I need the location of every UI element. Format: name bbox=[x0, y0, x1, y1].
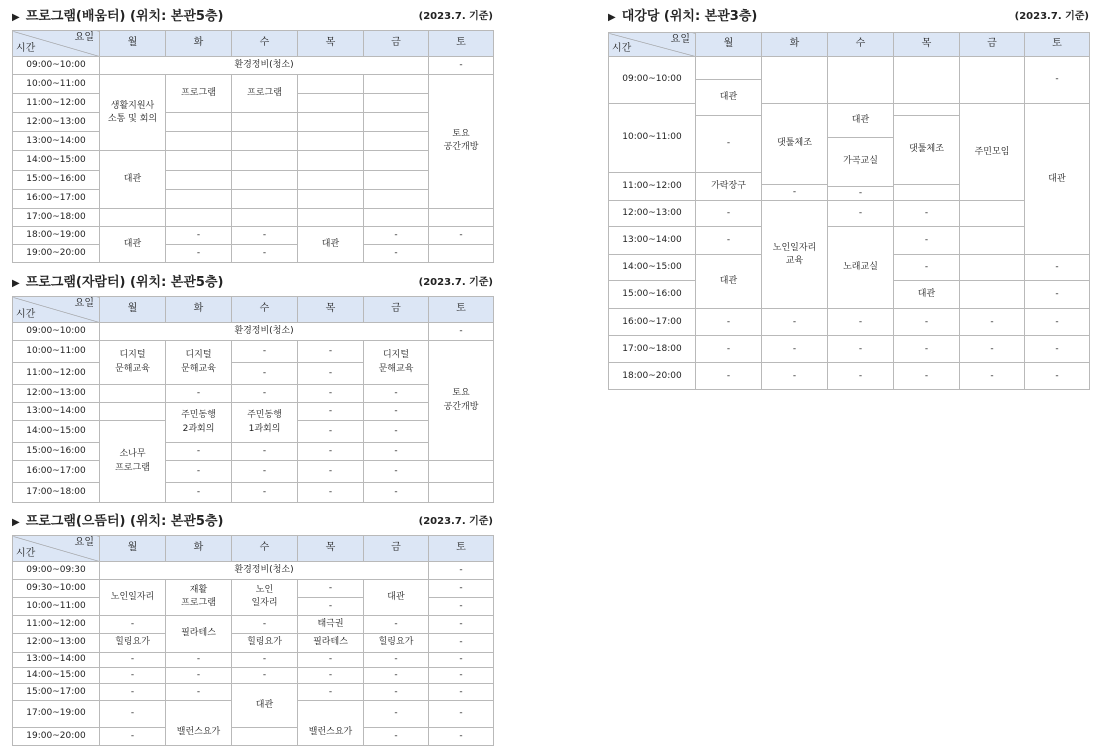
schedule-cell: - bbox=[696, 116, 762, 173]
day-header: 화 bbox=[166, 31, 232, 57]
header-corner: 요일 시간 bbox=[13, 297, 100, 323]
schedule-cell bbox=[364, 113, 429, 132]
time-cell: 16:00~17:00 bbox=[13, 189, 100, 208]
time-cell: 15:00~16:00 bbox=[13, 170, 100, 189]
time-cell: 11:00~12:00 bbox=[609, 173, 696, 201]
schedule-cell: - bbox=[298, 579, 364, 597]
schedule-cell bbox=[960, 201, 1025, 227]
time-cell: 10:00~11:00 bbox=[13, 597, 100, 615]
schedule-cell: 밸런스요가 bbox=[166, 701, 232, 746]
schedule-cell bbox=[166, 113, 232, 132]
schedule-cell bbox=[364, 170, 429, 189]
schedule-cell bbox=[232, 132, 298, 151]
schedule-cell bbox=[100, 403, 166, 421]
time-cell: 10:00~11:00 bbox=[609, 104, 696, 173]
day-header: 화 bbox=[166, 536, 232, 562]
schedule-cell: - bbox=[894, 201, 960, 227]
schedule-cell: 노인일자리 교육 bbox=[762, 201, 828, 309]
schedule-cell bbox=[166, 189, 232, 208]
section-baeumteo bbox=[12, 5, 493, 267]
schedule-cell: - bbox=[364, 461, 429, 483]
time-cell: 13:00~14:00 bbox=[13, 132, 100, 151]
time-cell: 12:00~13:00 bbox=[13, 634, 100, 652]
schedule-cell: - bbox=[232, 385, 298, 403]
schedule-cell: - bbox=[364, 727, 429, 745]
schedule-cell: 가곡교실 bbox=[828, 138, 894, 187]
schedule-cell: 환경정비(청소) bbox=[100, 57, 429, 75]
schedule-cell: - bbox=[429, 323, 494, 341]
schedule-cell: - bbox=[232, 363, 298, 385]
schedule-cell: - bbox=[364, 385, 429, 403]
section-jaramteo bbox=[12, 271, 493, 504]
day-header: 목 bbox=[298, 536, 364, 562]
schedule-cell: - bbox=[696, 336, 762, 363]
schedule-cell: - bbox=[762, 336, 828, 363]
basis-date: (2023.7. 기준) bbox=[418, 11, 493, 22]
day-header: 금 bbox=[364, 536, 429, 562]
schedule-cell: - bbox=[894, 336, 960, 363]
time-cell: 19:00~20:00 bbox=[13, 727, 100, 745]
schedule-cell: - bbox=[298, 363, 364, 385]
schedule-cell: - bbox=[429, 226, 494, 244]
day-header: 금 bbox=[960, 33, 1025, 57]
schedule-cell: - bbox=[696, 227, 762, 255]
time-cell: 17:00~18:00 bbox=[13, 483, 100, 503]
schedule-cell: 힐링요가 bbox=[364, 634, 429, 652]
schedule-cell: - bbox=[429, 597, 494, 615]
schedule-cell: - bbox=[166, 667, 232, 683]
schedule-cell bbox=[100, 385, 166, 403]
schedule-cell: - bbox=[166, 483, 232, 503]
header-corner: 요일 시간 bbox=[13, 31, 100, 57]
schedule-cell: - bbox=[762, 185, 828, 201]
schedule-cell: 주민모임 bbox=[960, 104, 1025, 201]
schedule-cell bbox=[364, 151, 429, 170]
time-cell: 14:00~15:00 bbox=[609, 255, 696, 281]
schedule-table bbox=[12, 30, 494, 263]
schedule-cell: 대관 bbox=[100, 226, 166, 262]
header-corner: 요일 시간 bbox=[13, 536, 100, 562]
day-header: 수 bbox=[828, 33, 894, 57]
day-header: 토 bbox=[1025, 33, 1090, 57]
schedule-table bbox=[12, 296, 494, 503]
schedule-cell: - bbox=[298, 483, 364, 503]
day-header: 수 bbox=[232, 536, 298, 562]
schedule-cell: 대관 bbox=[298, 226, 364, 262]
time-cell: 14:00~15:00 bbox=[13, 151, 100, 170]
schedule-cell: - bbox=[828, 336, 894, 363]
time-cell: 09:30~10:00 bbox=[13, 579, 100, 597]
schedule-cell bbox=[298, 151, 364, 170]
schedule-cell bbox=[232, 208, 298, 226]
day-header: 월 bbox=[100, 297, 166, 323]
schedule-cell: - bbox=[298, 421, 364, 443]
schedule-cell: - bbox=[298, 652, 364, 667]
schedule-cell bbox=[429, 244, 494, 262]
section-eutteumteo bbox=[12, 510, 493, 748]
day-header: 수 bbox=[232, 31, 298, 57]
schedule-cell: - bbox=[429, 579, 494, 597]
schedule-cell: - bbox=[429, 616, 494, 634]
time-cell: 19:00~20:00 bbox=[13, 244, 100, 262]
schedule-cell: - bbox=[298, 597, 364, 615]
schedule-cell: 프로그램 bbox=[166, 75, 232, 113]
schedule-cell: - bbox=[1025, 309, 1090, 336]
schedule-cell: - bbox=[232, 652, 298, 667]
schedule-cell bbox=[894, 104, 960, 116]
schedule-cell: 토요 공간개방 bbox=[429, 75, 494, 209]
schedule-cell: - bbox=[828, 363, 894, 390]
schedule-cell: 토요 공간개방 bbox=[429, 341, 494, 461]
schedule-cell: 대관 bbox=[232, 684, 298, 728]
schedule-cell: - bbox=[100, 667, 166, 683]
schedule-cell: - bbox=[429, 701, 494, 727]
time-cell: 12:00~13:00 bbox=[609, 201, 696, 227]
basis-date: (2023.7. 기준) bbox=[418, 277, 493, 288]
schedule-cell bbox=[166, 208, 232, 226]
section-auditorium bbox=[608, 5, 1089, 380]
schedule-cell bbox=[762, 57, 828, 104]
day-header: 토 bbox=[429, 297, 494, 323]
schedule-cell bbox=[429, 461, 494, 483]
schedule-cell bbox=[960, 227, 1025, 255]
schedule-cell: 대관 bbox=[1025, 104, 1090, 255]
schedule-cell: - bbox=[298, 385, 364, 403]
schedule-cell: - bbox=[429, 57, 494, 75]
schedule-cell: 디지털 문해교육 bbox=[166, 341, 232, 385]
schedule-cell: 힐링요가 bbox=[100, 634, 166, 652]
schedule-cell: 대관 bbox=[364, 579, 429, 616]
time-cell: 09:00~10:00 bbox=[13, 57, 100, 75]
schedule-cell bbox=[364, 75, 429, 94]
schedule-cell: - bbox=[828, 201, 894, 227]
schedule-cell: 태극권 bbox=[298, 616, 364, 634]
schedule-cell: - bbox=[364, 667, 429, 683]
schedule-cell: - bbox=[100, 652, 166, 667]
day-header: 월 bbox=[100, 536, 166, 562]
schedule-cell: 대관 bbox=[828, 104, 894, 138]
day-header: 월 bbox=[100, 31, 166, 57]
schedule-cell bbox=[364, 94, 429, 113]
schedule-cell: - bbox=[232, 667, 298, 683]
schedule-cell: 노인일자리 bbox=[100, 579, 166, 616]
schedule-cell: - bbox=[100, 684, 166, 701]
schedule-cell: 생활지원사 소통 및 회의 bbox=[100, 75, 166, 151]
time-cell: 17:00~19:00 bbox=[13, 701, 100, 727]
schedule-cell bbox=[696, 57, 762, 80]
schedule-cell bbox=[232, 189, 298, 208]
schedule-cell: - bbox=[429, 562, 494, 579]
header-corner: 요일 시간 bbox=[609, 33, 696, 57]
time-cell: 11:00~12:00 bbox=[13, 616, 100, 634]
schedule-cell bbox=[232, 151, 298, 170]
schedule-cell: - bbox=[894, 255, 960, 281]
schedule-cell: - bbox=[232, 244, 298, 262]
schedule-cell: - bbox=[429, 667, 494, 683]
day-header: 화 bbox=[762, 33, 828, 57]
schedule-cell: 환경정비(청소) bbox=[100, 323, 429, 341]
schedule-cell bbox=[100, 208, 166, 226]
schedule-cell: - bbox=[100, 727, 166, 745]
schedule-cell bbox=[429, 208, 494, 226]
schedule-cell: - bbox=[232, 341, 298, 363]
schedule-cell: 대관 bbox=[100, 151, 166, 208]
schedule-cell bbox=[298, 94, 364, 113]
day-header: 월 bbox=[696, 33, 762, 57]
schedule-cell bbox=[166, 170, 232, 189]
schedule-cell: - bbox=[1025, 57, 1090, 104]
schedule-cell bbox=[828, 57, 894, 104]
schedule-cell bbox=[298, 208, 364, 226]
time-cell: 16:00~17:00 bbox=[13, 461, 100, 483]
section-title: ▶ 프로그램(으뜸터) (위치: 본관5층) bbox=[12, 514, 224, 529]
schedule-cell: 댓툴체조 bbox=[894, 116, 960, 185]
schedule-cell: 프로그램 bbox=[232, 75, 298, 113]
schedule-cell bbox=[298, 170, 364, 189]
schedule-table bbox=[608, 32, 1090, 390]
schedule-cell: - bbox=[364, 701, 429, 727]
schedule-cell: - bbox=[828, 187, 894, 201]
schedule-cell: - bbox=[762, 363, 828, 390]
time-cell: 14:00~15:00 bbox=[13, 667, 100, 683]
schedule-cell: - bbox=[894, 309, 960, 336]
schedule-cell: - bbox=[894, 227, 960, 255]
schedule-cell: 소나무 프로그램 bbox=[100, 421, 166, 503]
day-header: 금 bbox=[364, 31, 429, 57]
schedule-cell: 주민동행 2과회의 bbox=[166, 403, 232, 443]
schedule-cell: - bbox=[364, 421, 429, 443]
schedule-cell: - bbox=[166, 652, 232, 667]
schedule-cell bbox=[960, 281, 1025, 309]
time-cell: 13:00~14:00 bbox=[13, 652, 100, 667]
schedule-cell: - bbox=[1025, 336, 1090, 363]
schedule-cell: - bbox=[960, 363, 1025, 390]
schedule-cell: - bbox=[696, 201, 762, 227]
schedule-cell: - bbox=[166, 226, 232, 244]
schedule-cell: - bbox=[232, 461, 298, 483]
schedule-cell: - bbox=[166, 684, 232, 701]
schedule-cell bbox=[894, 57, 960, 104]
schedule-cell: 필라테스 bbox=[298, 634, 364, 652]
schedule-cell bbox=[429, 483, 494, 503]
schedule-cell: 주민동행 1과회의 bbox=[232, 403, 298, 443]
schedule-cell: - bbox=[429, 727, 494, 745]
schedule-cell: - bbox=[762, 309, 828, 336]
time-cell: 17:00~18:00 bbox=[13, 208, 100, 226]
schedule-cell: - bbox=[960, 309, 1025, 336]
schedule-cell bbox=[232, 113, 298, 132]
schedule-cell: 재활 프로그램 bbox=[166, 579, 232, 616]
time-cell: 15:00~17:00 bbox=[13, 684, 100, 701]
time-cell: 11:00~12:00 bbox=[13, 363, 100, 385]
schedule-cell bbox=[166, 132, 232, 151]
basis-date: (2023.7. 기준) bbox=[1014, 11, 1089, 22]
schedule-cell: - bbox=[298, 461, 364, 483]
schedule-cell: 노인 일자리 bbox=[232, 579, 298, 616]
schedule-cell: 디지털 문해교육 bbox=[100, 341, 166, 385]
time-cell: 18:00~20:00 bbox=[609, 363, 696, 390]
schedule-cell bbox=[232, 727, 298, 745]
schedule-cell: 대관 bbox=[894, 281, 960, 309]
schedule-cell: - bbox=[166, 461, 232, 483]
time-cell: 11:00~12:00 bbox=[13, 94, 100, 113]
schedule-cell bbox=[364, 132, 429, 151]
schedule-cell: - bbox=[298, 667, 364, 683]
day-header: 수 bbox=[232, 297, 298, 323]
day-header: 화 bbox=[166, 297, 232, 323]
schedule-cell: - bbox=[364, 684, 429, 701]
schedule-cell: - bbox=[166, 244, 232, 262]
time-cell: 15:00~16:00 bbox=[609, 281, 696, 309]
schedule-cell: - bbox=[429, 652, 494, 667]
schedule-cell: - bbox=[298, 443, 364, 461]
section-title: ▶ 대강당 (위치: 본관3층) bbox=[608, 9, 758, 24]
schedule-cell: - bbox=[828, 309, 894, 336]
time-cell: 09:00~09:30 bbox=[13, 562, 100, 579]
schedule-cell: - bbox=[696, 309, 762, 336]
basis-date: (2023.7. 기준) bbox=[418, 516, 493, 527]
time-cell: 10:00~11:00 bbox=[13, 75, 100, 94]
schedule-cell: - bbox=[894, 363, 960, 390]
schedule-cell: - bbox=[429, 634, 494, 652]
time-cell: 16:00~17:00 bbox=[609, 309, 696, 336]
day-header: 목 bbox=[298, 297, 364, 323]
day-header: 목 bbox=[894, 33, 960, 57]
time-cell: 18:00~19:00 bbox=[13, 226, 100, 244]
schedule-cell: - bbox=[364, 244, 429, 262]
time-cell: 13:00~14:00 bbox=[609, 227, 696, 255]
schedule-cell: 가락장구 bbox=[696, 173, 762, 201]
schedule-cell: - bbox=[166, 385, 232, 403]
schedule-cell: - bbox=[1025, 281, 1090, 309]
schedule-cell: - bbox=[364, 403, 429, 421]
section-title: ▶ 프로그램(자람터) (위치: 본관5층) bbox=[12, 275, 224, 290]
schedule-cell bbox=[298, 75, 364, 94]
schedule-cell: - bbox=[696, 363, 762, 390]
schedule-table bbox=[12, 535, 494, 746]
schedule-cell bbox=[960, 255, 1025, 281]
schedule-cell bbox=[364, 189, 429, 208]
schedule-cell: 밸런스요가 bbox=[298, 701, 364, 746]
time-cell: 09:00~10:00 bbox=[13, 323, 100, 341]
schedule-cell: - bbox=[960, 336, 1025, 363]
schedule-cell: - bbox=[429, 684, 494, 701]
schedule-cell: - bbox=[364, 616, 429, 634]
time-cell: 10:00~11:00 bbox=[13, 341, 100, 363]
section-title: ▶ 프로그램(배움터) (위치: 본관5층) bbox=[12, 9, 224, 24]
schedule-cell bbox=[232, 170, 298, 189]
schedule-cell: - bbox=[364, 652, 429, 667]
schedule-cell: 환경정비(청소) bbox=[100, 562, 429, 579]
schedule-cell: 대관 bbox=[696, 255, 762, 309]
schedule-cell bbox=[298, 113, 364, 132]
schedule-cell: - bbox=[298, 403, 364, 421]
time-cell: 15:00~16:00 bbox=[13, 443, 100, 461]
schedule-cell: - bbox=[1025, 255, 1090, 281]
schedule-cell: 디지털 문해교육 bbox=[364, 341, 429, 385]
schedule-cell: - bbox=[232, 443, 298, 461]
schedule-cell: - bbox=[166, 443, 232, 461]
schedule-cell bbox=[298, 189, 364, 208]
schedule-cell: - bbox=[364, 226, 429, 244]
schedule-cell: - bbox=[364, 443, 429, 461]
time-cell: 17:00~18:00 bbox=[609, 336, 696, 363]
schedule-cell: - bbox=[1025, 363, 1090, 390]
day-header: 토 bbox=[429, 536, 494, 562]
day-header: 토 bbox=[429, 31, 494, 57]
schedule-cell: - bbox=[364, 483, 429, 503]
time-cell: 09:00~10:00 bbox=[609, 57, 696, 104]
day-header: 목 bbox=[298, 31, 364, 57]
schedule-cell: - bbox=[232, 616, 298, 634]
schedule-cell bbox=[166, 151, 232, 170]
schedule-cell: - bbox=[100, 616, 166, 634]
schedule-cell: - bbox=[298, 341, 364, 363]
schedule-cell: 필라테스 bbox=[166, 616, 232, 653]
schedule-cell: - bbox=[298, 684, 364, 701]
schedule-cell: 대관 bbox=[696, 80, 762, 116]
schedule-cell: 댓툴체조 bbox=[762, 104, 828, 185]
time-cell: 12:00~13:00 bbox=[13, 113, 100, 132]
day-header: 금 bbox=[364, 297, 429, 323]
schedule-cell: 노래교실 bbox=[828, 227, 894, 309]
schedule-cell: - bbox=[232, 483, 298, 503]
time-cell: 14:00~15:00 bbox=[13, 421, 100, 443]
schedule-cell: - bbox=[100, 701, 166, 727]
schedule-cell bbox=[298, 132, 364, 151]
schedule-cell: - bbox=[232, 226, 298, 244]
time-cell: 12:00~13:00 bbox=[13, 385, 100, 403]
time-cell: 13:00~14:00 bbox=[13, 403, 100, 421]
schedule-cell: 힐링요가 bbox=[232, 634, 298, 652]
schedule-cell bbox=[960, 57, 1025, 104]
schedule-cell bbox=[364, 208, 429, 226]
